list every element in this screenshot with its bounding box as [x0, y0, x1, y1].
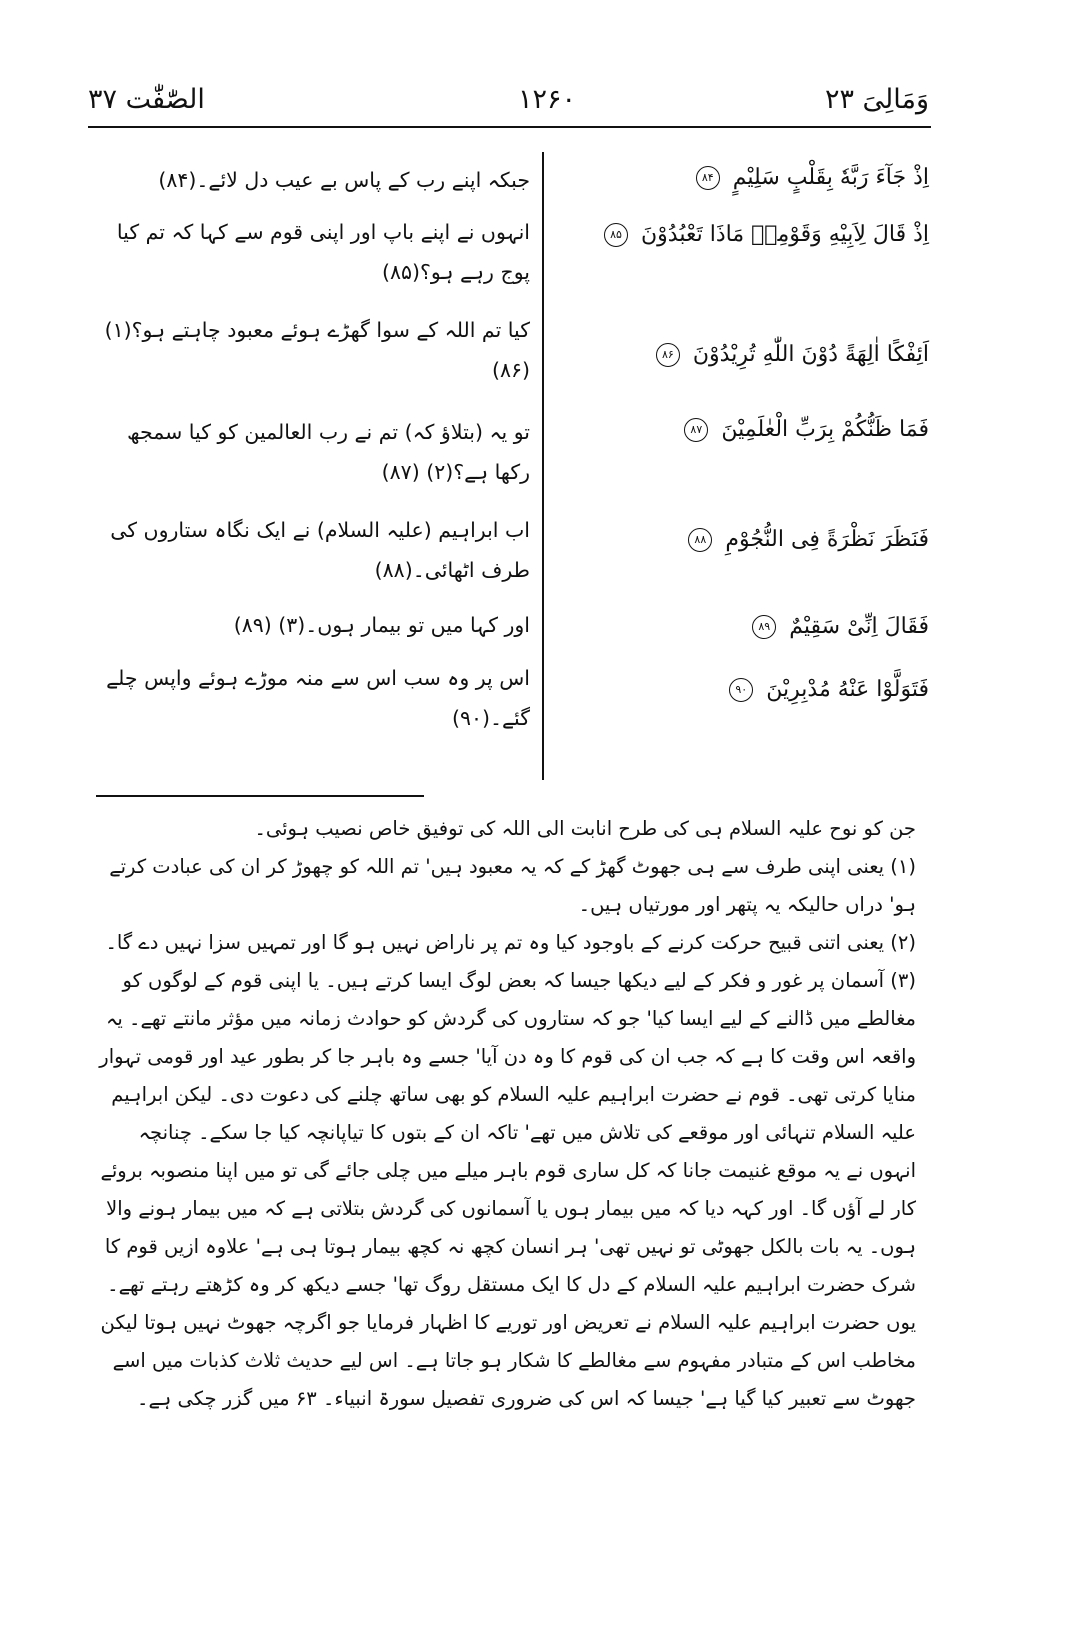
footnotes [96, 810, 916, 1418]
urdu-translation: تو یہ (بتلاؤ کہ) تم نے رب العالمین کو کیا سمجھ رکھا ہے؟(۲) (۸۷) [127, 420, 530, 484]
header-juz: وَمَالِیَ ۲۳ [824, 84, 929, 115]
arabic-verse [669, 675, 929, 705]
footnote-intro: جن کو نوح علیہ السلام ہی کی طرح انابت الی اللہ کی توفیق خاص نصیب ہوئی۔ [254, 817, 916, 840]
arabic-verse [661, 340, 929, 370]
footnote-3: (۳) آسمان پر غور و فکر کے لیے دیکھا جیسا کہ بعض لوگ ایسا کرتے ہیں۔ یا اپنی قوم کے لوگوں کو مغالطے میں ڈالنے کے لیے ایسا کیا' جو کہ ستاروں کی گردش کو حوادث زمانہ میں مؤثر مانتے تھے۔ یہ واقعہ اس وقت کا ہے کہ جب ان کی قوم کا وہ دن آیا' جسے وہ باہر جا کر بطور عید اور قومی تہوار منایا کرتی تھی۔ قوم نے حضرت ابراہیم علیہ السلام کو بھی ساتھ چلنے کی دعوت دی۔ لیکن ابراہیم علیہ السلام تنہائی اور موقعے کی تلاش میں تھے' تاکہ ان کے بتوں کا تیاپانچہ کیا جا سکے۔ چنانچہ انہوں نے یہ موقع غنیمت جانا کہ کل ساری قوم باہر میلے میں چلی جائے گی تو میں اپنا منصوبہ بروئے کار لے آؤں گا۔ اور کہہ دیا کہ میں بیمار ہوں یا آسمانوں کی گردش بتلاتی ہے کہ میں بیمار ہونے والا ہوں۔ یہ بات بالکل جھوٹی تو نہیں تھی' ہر انسان کچھ نہ کچھ بیمار ہوتا ہی ہے' علاوہ ازیں قوم کا شرک حضرت ابراہیم علیہ السلام کے دل کا ایک مستقل روگ تھا' جسے دیکھ کر وہ کڑھتے رہتے تھے۔ یوں حضرت ابراہیم علیہ السلام نے تعریض اور توریے کا اظہار فرمایا جو اگرچہ جھوٹ نہیں ہوتا لیکن مخاطب اس کے متبادر مفہوم سے مغالطے کا شکار ہو جاتا ہے۔ اس لیے حدیث ثلاث کذبات میں اسے جھوٹ سے تعبیر کیا گیا ہے' جیسا کہ اس کی ضروری تفصیل سورۃ انبیاء۔ ۶۳ میں گزر چکی ہے۔ [99, 969, 916, 1410]
arabic-verse [669, 612, 929, 642]
ayah-number: ۸۵ [604, 223, 628, 247]
arabic-text: فَتَوَلَّوْا عَنْهُ مُدْبِرِیْنَ [766, 677, 929, 702]
urdu-translation: اب ابراہیم (علیہ السلام) نے ایک نگاہ ستاروں کی طرف اٹھائی۔(۸۸) [110, 518, 530, 582]
ayah-number: ۸۹ [752, 615, 776, 639]
urdu-translation: اور کہا میں تو بیمار ہوں۔(۳) (۸۹) [233, 613, 530, 637]
urdu-translation: انہوں نے اپنے باپ اور اپنی قوم سے کہا کہ تم کیا پوج رہے ہو؟(۸۵) [116, 220, 530, 284]
ayah-number: ۹۰ [729, 678, 753, 702]
arabic-text: اِذْ جَآءَ رَبَّهٗ بِقَلْبٍ سَلِیْمٍ [732, 165, 929, 190]
arabic-text: فَنَظَرَ نَظْرَةً فِی النُّجُوْمِ [725, 527, 929, 552]
urdu-translation: جبکہ اپنے رب کے پاس بے عیب دل لائے۔(۸۴) [158, 168, 530, 192]
arabic-text: اَئِفْكًا اٰلِهَةً دُوْنَ اللّٰهِ تُرِیْدُوْنَ [692, 342, 929, 367]
urdu-translation: اس پر وہ سب اس سے منہ موڑے ہوئے واپس چلے گئے۔(۹۰) [106, 666, 530, 730]
column-divider [542, 152, 544, 780]
arabic-verse [669, 163, 929, 193]
ayah-number: ۸۶ [656, 343, 680, 367]
page-number: ۱۲۶۰ [518, 84, 577, 115]
ayah-number: ۸۴ [696, 166, 720, 190]
footnote-rule [96, 795, 424, 797]
header-rule [88, 126, 931, 128]
arabic-verse [669, 415, 929, 445]
arabic-text: اِذْ قَالَ لِاَبِیْهِ وَقَوْمِهٖ مَاذَا تَعْبُدُوْنَ [641, 222, 929, 247]
urdu-translation: کیا تم اللہ کے سوا گھڑے ہوئے معبود چاہتے ہو؟(۱) (۸۶) [104, 318, 530, 382]
arabic-verse [610, 220, 929, 250]
ayah-number: ۸۷ [684, 418, 708, 442]
arabic-text: فَقَالَ اِنِّیْ سَقِیْمٌ [789, 614, 929, 639]
ayah-number: ۸۸ [688, 528, 712, 552]
arabic-verse [669, 525, 929, 555]
arabic-text: فَمَا ظَنُّكُمْ بِرَبِّ الْعٰلَمِیْنَ [721, 417, 929, 442]
header-surah: الصّٰفّٰت ۳۷ [88, 84, 205, 115]
footnote-2: (۲) یعنی اتنی قبیح حرکت کرنے کے باوجود کیا وہ تم پر ناراض نہیں ہو گا اور تمہیں سزا نہیں دے گا۔ [105, 931, 916, 954]
footnote-1: (۱) یعنی اپنی طرف سے ہی جھوٹ گھڑ کے کہ یہ معبود ہیں' تم اللہ کو چھوڑ کر ان کی عبادت کرتے ہو' دراں حالیکہ یہ پتھر اور مورتیاں ہیں۔ [109, 855, 916, 916]
